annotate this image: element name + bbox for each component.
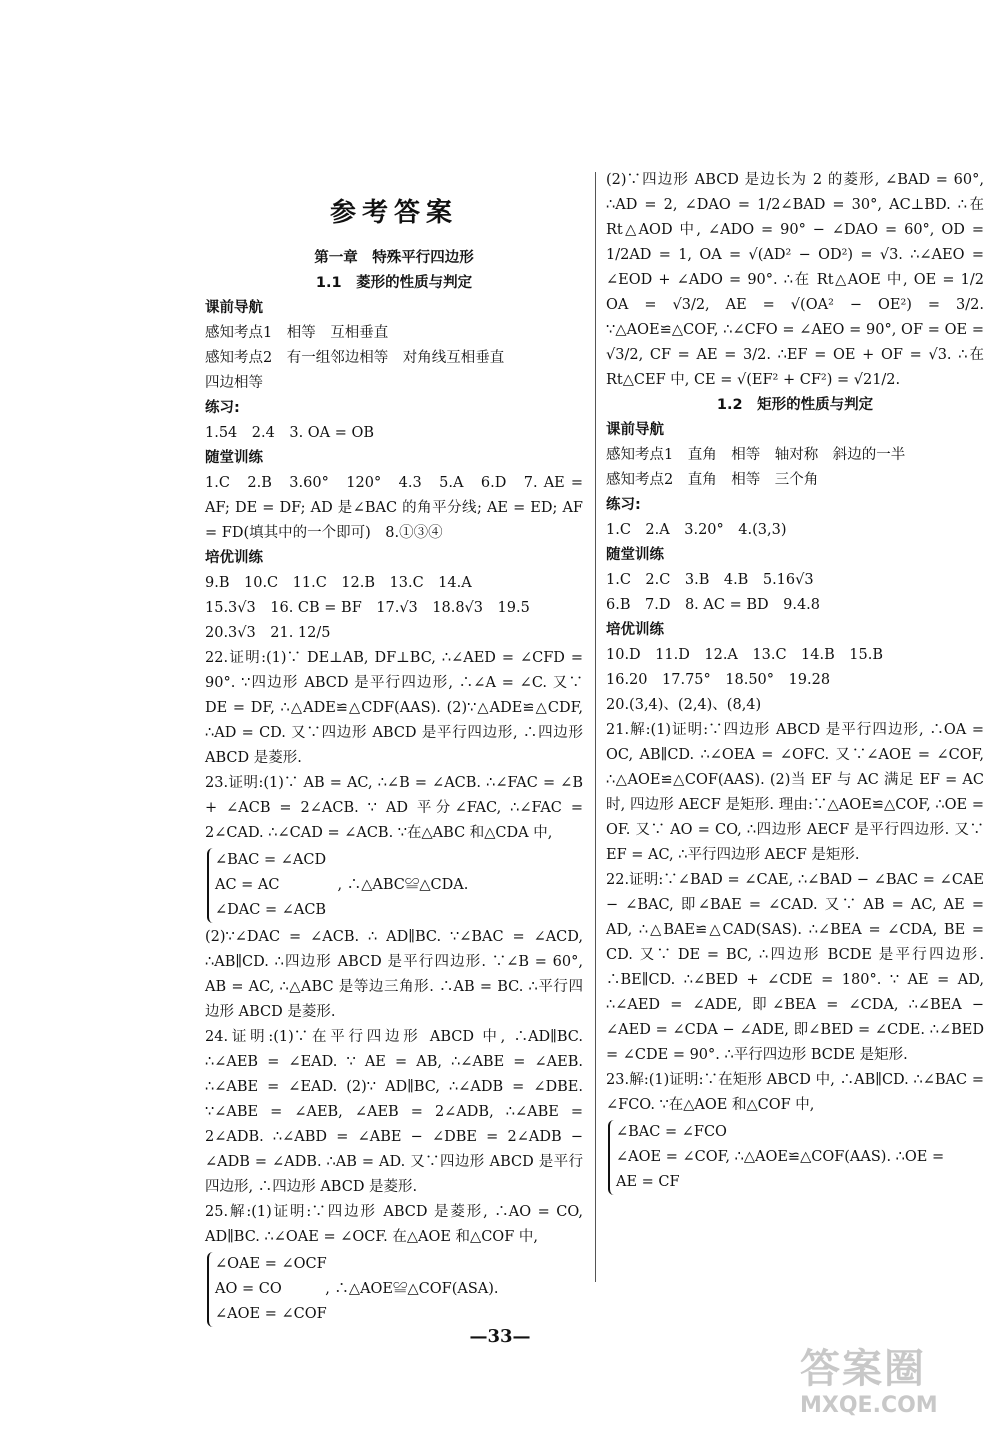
- subsection-heading: 培优训练: [606, 622, 664, 638]
- equation-row: ∠OAE = ∠OCF: [215, 1256, 327, 1272]
- right-column: [606, 168, 984, 1197]
- subsection-heading: 练习:: [205, 400, 240, 416]
- answer-line: 6.B 7.D 8. AC = BD 9.4.8: [606, 597, 821, 613]
- answer-line: (2)∵四边形 ABCD 是边长为 2 的菱形, ∠BAD = 60°, ∴AD = 2, ∠DAO = 1/2∠BAD = 30°, AC⊥BD. ∴在 Rt△AOD 中, ∠ADO = 90° − ∠DAO = 60°, OD = 1/2AD = 1, OA = √(AD² − OD²) = √3. ∴∠AEO = ∠EOD + ∠ADO = 90°. ∴在 Rt△AOE 中, OE = 1/2 OA = √3/2, AE = √(OA² − OE²) = 3/2. ∵△AOE≌△COF, ∴∠CFO = ∠AEO = 90°, OF = OE = √3/2, CF = AE = 3/2. ∴EF = OE + OF = √3. ∴在 Rt△CEF 中, CE = √(EF² + CF²) = √21/2.: [606, 172, 984, 388]
- page-number: —33—: [469, 1326, 531, 1347]
- answer-line: 21.解:(1)证明:∵四边形 ABCD 是平行四边形, ∴OA = OC, AB∥CD. ∴∠OEA = ∠OFC. 又∵∠AOE = ∠COF, ∴△AOE≌△COF(AAS). (2)当 EF 与 AC 满足 EF = AC 时, 四边形 AECF 是矩形. 理由:∵△AOE≌△COF, ∴OE = OF. 又∵ AO = CO, ∴四边形 AECF 是平行四边形. 又∵ EF = AC, ∴平行四边形 AECF 是矩形.: [606, 722, 984, 863]
- answer-line: 15.3√3 16. CB = BF 17.√3 18.8√3 19.5: [205, 600, 530, 616]
- subsection-heading: 随堂训练: [205, 450, 263, 466]
- section-heading: 1.2 矩形的性质与判定: [716, 397, 874, 413]
- answer-line: (2)∵∠DAC = ∠ACB. ∴ AD∥BC. ∵∠BAC = ∠ACD, ∴AB∥CD. ∴四边形 ABCD 是平行四边形. ∵∠B = 60°, AB = AC, ∴△ABC 是等边三角形. ∴AB = BC. ∴平行四边形 ABCD 是菱形.: [205, 929, 583, 1020]
- watermark-text-top: 答案圈: [800, 1346, 926, 1392]
- left-column: [205, 168, 583, 1329]
- answer-line: 感知考点1 直角 相等 轴对称 斜边的一半: [606, 447, 906, 463]
- answer-line: 1.C 2.C 3.B 4.B 5.16√3: [606, 572, 814, 588]
- column-divider: [595, 172, 596, 1282]
- answer-line: 9.B 10.C 11.C 12.B 13.C 14.A: [205, 575, 472, 591]
- watermark-logo: [800, 1345, 990, 1425]
- equation-row: ∠AOE = ∠COF: [215, 1306, 327, 1322]
- equation-system-brace: [207, 1252, 583, 1327]
- subsection-heading: 随堂训练: [606, 547, 664, 563]
- answer-line: 1.C 2.A 3.20° 4.(3,3): [606, 522, 787, 538]
- answer-line: 20.3√3 21. 12/5: [205, 625, 331, 641]
- equation-system-brace: [608, 1120, 984, 1195]
- equation-row: AE = CF: [616, 1174, 680, 1190]
- subsection-heading: 课前导航: [205, 300, 263, 316]
- section-heading: 1.1 菱形的性质与判定: [315, 275, 473, 291]
- left-column-body: [205, 246, 583, 1327]
- chapter-heading: 第一章 特殊平行四边形: [314, 250, 474, 266]
- answer-line: 感知考点2 直角 相等 三个角: [606, 472, 819, 488]
- subsection-heading: 练习:: [606, 497, 641, 513]
- answer-line: 23.证明:(1)∵ AB = AC, ∴∠B = ∠ACB. ∴∠FAC = ∠B + ∠ACB = 2∠ACB. ∵ AD 平分∠FAC, ∴∠FAC = 2∠CAD. ∴∠CAD = ∠ACB. ∵在△ABC 和△CDA 中,: [205, 775, 583, 841]
- answer-line: 23.解:(1)证明:∵在矩形 ABCD 中, ∴AB∥CD. ∴∠BAC = ∠FCO. ∵在△AOE 和△COF 中,: [606, 1072, 984, 1113]
- answer-line: 22.证明:∵∠BAD = ∠CAE, ∴∠BAD − ∠BAC = ∠CAE − ∠BAC, 即∠BAE = ∠CAD. 又∵ AB = AC, AE = AD, ∴△BAE≌△CAD(SAS). ∴∠BEA = ∠CDA, BE = CD. 又∵ DE = BC, ∴四边形 BCDE 是平行四边形. ∴BE∥CD. ∴∠BED + ∠CDE = 180°. ∵ AE = AD, ∴∠AED = ∠ADE, 即∠BEA = ∠CDA, ∴∠BEA − ∠AED = ∠CDA − ∠ADE, 即∠BED = ∠CDE. ∴∠BED = ∠CDE = 90°. ∴平行四边形 BCDE 是矩形.: [606, 872, 984, 1063]
- answer-line: 20.(3,4)、(2,4)、(8,4): [606, 697, 762, 713]
- answer-line: 1.54 2.4 3. OA = OB: [205, 425, 375, 441]
- right-column-body: [606, 168, 984, 1195]
- answer-line: 24.证明:(1)∵在平行四边形 ABCD 中, ∴AD∥BC. ∴∠AEB = ∠EAD. ∵ AE = AB, ∴∠ABE = ∠AEB. ∴∠ABE = ∠EAD. (2)∵ AD∥BC, ∴∠ADB = ∠DBE. ∵∠ABE = ∠AEB, ∠AEB = 2∠ADB, ∴∠ABE = 2∠ADB. ∴∠ABD = ∠ABE − ∠DBE = 2∠ADB − ∠ADB = ∠ADB. ∴AB = AD. 又∵四边形 ABCD 是平行四边形, ∴四边形 ABCD 是菱形.: [205, 1029, 583, 1195]
- equation-row: ∠BAC = ∠FCO: [616, 1124, 727, 1140]
- equation-row: AO = CO , ∴△AOE≌△COF(ASA).: [215, 1281, 499, 1297]
- equation-row: ∠AOE = ∠COF, ∴△AOE≌△COF(AAS). ∴OE =: [616, 1149, 945, 1165]
- answer-line: 1.C 2.B 3.60° 120° 4.3 5.A 6.D 7. AE = AF; DE = DF; AD 是∠BAC 的角平分线; AE = ED; AF = FD(填其中的一个即可) 8.①③④: [205, 475, 583, 541]
- answer-line: 感知考点1 相等 互相垂直: [205, 325, 389, 341]
- equation-system-brace: [207, 848, 583, 923]
- equation-row: ∠DAC = ∠ACB: [215, 902, 327, 918]
- page-title: 参考答案: [329, 198, 458, 228]
- answer-line: 10.D 11.D 12.A 13.C 14.B 15.B: [606, 647, 883, 663]
- subsection-heading: 课前导航: [606, 422, 664, 438]
- equation-row: ∠BAC = ∠ACD: [215, 852, 327, 868]
- answer-line: 四边相等: [205, 375, 263, 391]
- answer-line: 22.证明:(1)∵ DE⊥AB, DF⊥BC, ∴∠AED = ∠CFD = 90°. ∵四边形 ABCD 是平行四边形, ∴∠A = ∠C. 又∵ DE = DF, ∴△ADE≌△CDF(AAS). (2)∵△ADE≌△CDF, ∴AD = CD. 又∵四边形 ABCD 是平行四边形, ∴四边形 ABCD 是菱形.: [205, 650, 583, 766]
- answer-line: 感知考点2 有一组邻边相等 对角线互相垂直: [205, 350, 505, 366]
- subsection-heading: 培优训练: [205, 550, 263, 566]
- answer-line: 16.20 17.75° 18.50° 19.28: [606, 672, 831, 688]
- answer-line: 25.解:(1)证明:∵四边形 ABCD 是菱形, ∴AO = CO, AD∥BC. ∴∠OAE = ∠OCF. 在△AOE 和△COF 中,: [205, 1204, 583, 1245]
- equation-row: AC = AC , ∴△ABC≌△CDA.: [215, 877, 469, 893]
- watermark-text-bottom: MXQE.COM: [800, 1393, 938, 1418]
